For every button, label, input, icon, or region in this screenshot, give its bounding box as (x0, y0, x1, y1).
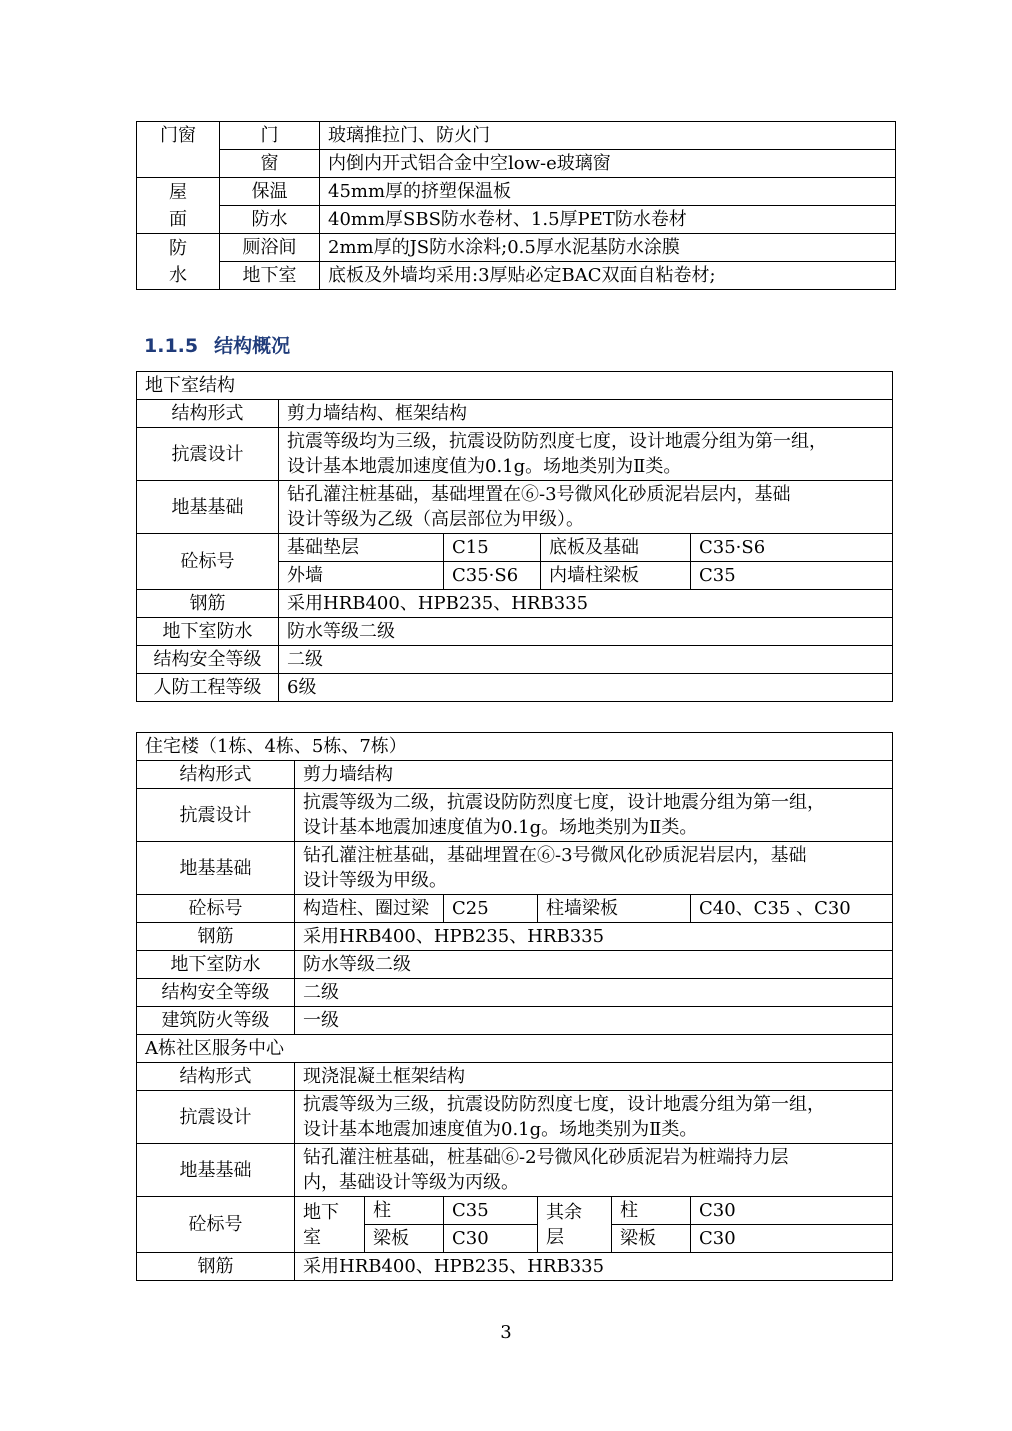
seismic-line2: 设计基本地震加速度值为0.1g。场地类别为Ⅱ类。 (287, 456, 682, 477)
seismic-line1: 抗震等级为三级，抗震设防防烈度七度，设计地震分组为第一组， (303, 1094, 825, 1115)
concrete-cell: 梁板 (365, 1225, 444, 1253)
table-row (137, 262, 896, 290)
foundation-line1: 钻孔灌注桩基础，基础埋置在⑥-3号微风化砂质泥岩层内，基础 (287, 484, 791, 505)
seismic-label: 抗震设计 (137, 1091, 295, 1144)
rebar-value: 采用HRB400、HPB235、HRB335 (279, 590, 893, 618)
concrete-cell: C35·S6 (691, 534, 893, 562)
basement-title: 地下室结构 (137, 372, 893, 400)
table-row (137, 1063, 893, 1091)
concrete-cell: 柱墙梁板 (538, 895, 691, 923)
table-row (137, 1253, 893, 1281)
table-row (137, 979, 893, 1007)
category-roof (137, 178, 220, 234)
table-row (137, 1144, 893, 1197)
basement-waterproof-label: 地下室防水 (137, 618, 279, 646)
concrete-grade-label: 砼标号 (137, 1197, 295, 1253)
foundation-label: 地基基础 (137, 842, 295, 895)
category-doors-windows: 门窗 (137, 122, 220, 178)
table-row (137, 1197, 893, 1225)
seismic-value (279, 428, 893, 481)
rebar-value: 采用HRB400、HPB235、HRB335 (295, 923, 893, 951)
category-roof-line1: 屋 (169, 181, 187, 203)
foundation-line2: 内，基础设计等级为丙级。 (303, 1172, 519, 1193)
concrete-grade-label: 砼标号 (137, 534, 279, 590)
concrete-cell: 梁板 (612, 1225, 691, 1253)
safety-grade-value: 二级 (279, 646, 893, 674)
concrete-cell: C40、C35 、C30 (691, 895, 893, 923)
table-row (137, 534, 893, 562)
rebar-label: 钢筋 (137, 1253, 295, 1281)
bathroom-value: 2mm厚的JS防水涂料;0.5厚水泥基防水涂膜 (320, 234, 896, 262)
door-label: 门 (220, 122, 320, 150)
table-row (137, 400, 893, 428)
table-row (137, 1091, 893, 1144)
foundation-line2: 设计等级为甲级。 (303, 870, 447, 891)
foundation-value (295, 1144, 893, 1197)
bathroom-label: 厕浴间 (220, 234, 320, 262)
roof-waterproof-value: 40mm厚SBS防水卷材、1.5厚PET防水卷材 (320, 206, 896, 234)
table-row (137, 372, 893, 400)
concrete-cell: 构造柱、圈过梁 (295, 895, 444, 923)
category-waterproofing (137, 234, 220, 290)
page-number: 3 (500, 1322, 512, 1343)
foundation-line1: 钻孔灌注桩基础，基础埋置在⑥-3号微风化砂质泥岩层内，基础 (303, 845, 807, 866)
seismic-value (295, 1091, 893, 1144)
table-row (137, 1035, 893, 1063)
structure-form-value: 剪力墙结构、框架结构 (279, 400, 893, 428)
civil-defense-label: 人防工程等级 (137, 674, 279, 702)
civil-defense-value: 6级 (279, 674, 893, 702)
rebar-label: 钢筋 (137, 923, 295, 951)
table-row (137, 923, 893, 951)
table-row (137, 789, 893, 842)
seismic-line2: 设计基本地震加速度值为0.1g。场地类别为Ⅱ类。 (303, 817, 698, 838)
underground-label (295, 1197, 365, 1253)
concrete-grade-label: 砼标号 (137, 895, 295, 923)
underground-line1: 地下 (303, 1201, 339, 1223)
table-row (137, 733, 893, 761)
foundation-label: 地基基础 (137, 1144, 295, 1197)
table-row (137, 618, 893, 646)
table-row (137, 761, 893, 789)
structure-form-value: 剪力墙结构 (295, 761, 893, 789)
foundation-value (279, 481, 893, 534)
table-row (137, 122, 896, 150)
foundation-label: 地基基础 (137, 481, 279, 534)
concrete-cell: C35 (444, 1197, 538, 1225)
insulation-value: 45mm厚的挤塑保温板 (320, 178, 896, 206)
section-number: 1.1.5 (144, 335, 199, 357)
community-title: A栋社区服务中心 (137, 1035, 893, 1063)
concrete-cell: C15 (444, 534, 541, 562)
category-roof-line2: 面 (169, 208, 187, 230)
foundation-line2: 设计等级为乙级（高层部位为甲级）。 (287, 509, 584, 530)
structure-form-value: 现浇混凝土框架结构 (295, 1063, 893, 1091)
structure-form-label: 结构形式 (137, 1063, 295, 1091)
table-row (137, 646, 893, 674)
residential-title: 住宅楼（1栋、4栋、5栋、7栋） (137, 733, 893, 761)
fire-grade-value: 一级 (295, 1007, 893, 1035)
section-heading (144, 331, 290, 358)
category-waterproofing-line1: 防 (169, 237, 187, 259)
other-floors-line2: 层 (546, 1226, 564, 1248)
table-row (137, 178, 896, 206)
underground-line2: 室 (303, 1226, 321, 1248)
basement-structure-table (136, 371, 893, 702)
materials-table (136, 121, 896, 290)
seismic-line2: 设计基本地震加速度值为0.1g。场地类别为Ⅱ类。 (303, 1119, 698, 1140)
concrete-cell: 柱 (365, 1197, 444, 1225)
foundation-line1: 钻孔灌注桩基础，桩基础⑥-2号微风化砂质泥岩为桩端持力层 (303, 1147, 789, 1168)
roof-waterproof-label: 防水 (220, 206, 320, 234)
rebar-label: 钢筋 (137, 590, 279, 618)
table-row (137, 206, 896, 234)
table-row (137, 481, 893, 534)
concrete-cell: 底板及基础 (541, 534, 691, 562)
basement-value: 底板及外墙均采用:3厚贴必定BAC双面自粘卷材; (320, 262, 896, 290)
insulation-label: 保温 (220, 178, 320, 206)
concrete-cell: 基础垫层 (279, 534, 444, 562)
window-value: 内倒内开式铝合金中空low-e玻璃窗 (320, 150, 896, 178)
concrete-cell: 柱 (612, 1197, 691, 1225)
table-row (137, 590, 893, 618)
safety-grade-label: 结构安全等级 (137, 979, 295, 1007)
residential-structure-table (136, 732, 893, 1281)
basement-waterproof-value: 防水等级二级 (279, 618, 893, 646)
concrete-cell: 内墙柱梁板 (541, 562, 691, 590)
section-title: 结构概况 (214, 335, 291, 357)
seismic-line1: 抗震等级均为三级，抗震设防防烈度七度，设计地震分组为第一组， (287, 431, 827, 452)
seismic-label: 抗震设计 (137, 789, 295, 842)
category-waterproofing-line2: 水 (169, 264, 187, 286)
seismic-label: 抗震设计 (137, 428, 279, 481)
table-row (137, 150, 896, 178)
fire-grade-label: 建筑防火等级 (137, 1007, 295, 1035)
safety-grade-label: 结构安全等级 (137, 646, 279, 674)
other-floors-label (538, 1197, 612, 1253)
basement-label: 地下室 (220, 262, 320, 290)
table-row (137, 234, 896, 262)
concrete-cell: C35·S6 (444, 562, 541, 590)
table-row (137, 674, 893, 702)
table-row (137, 951, 893, 979)
structure-form-label: 结构形式 (137, 400, 279, 428)
table-row (137, 842, 893, 895)
concrete-cell: 外墙 (279, 562, 444, 590)
table-row (137, 895, 893, 923)
rebar-value: 采用HRB400、HPB235、HRB335 (295, 1253, 893, 1281)
concrete-cell: C25 (444, 895, 538, 923)
concrete-cell: C30 (691, 1197, 893, 1225)
window-label: 窗 (220, 150, 320, 178)
seismic-value (295, 789, 893, 842)
concrete-cell: C30 (691, 1225, 893, 1253)
safety-grade-value: 二级 (295, 979, 893, 1007)
door-value: 玻璃推拉门、防火门 (320, 122, 896, 150)
table-row (137, 1007, 893, 1035)
concrete-cell: C30 (444, 1225, 538, 1253)
basement-waterproof-label: 地下室防水 (137, 951, 295, 979)
table-row (137, 428, 893, 481)
other-floors-line1: 其余 (546, 1201, 582, 1223)
basement-waterproof-value: 防水等级二级 (295, 951, 893, 979)
structure-form-label: 结构形式 (137, 761, 295, 789)
seismic-line1: 抗震等级为二级，抗震设防防烈度七度，设计地震分组为第一组， (303, 792, 825, 813)
concrete-cell: C35 (691, 562, 893, 590)
foundation-value (295, 842, 893, 895)
